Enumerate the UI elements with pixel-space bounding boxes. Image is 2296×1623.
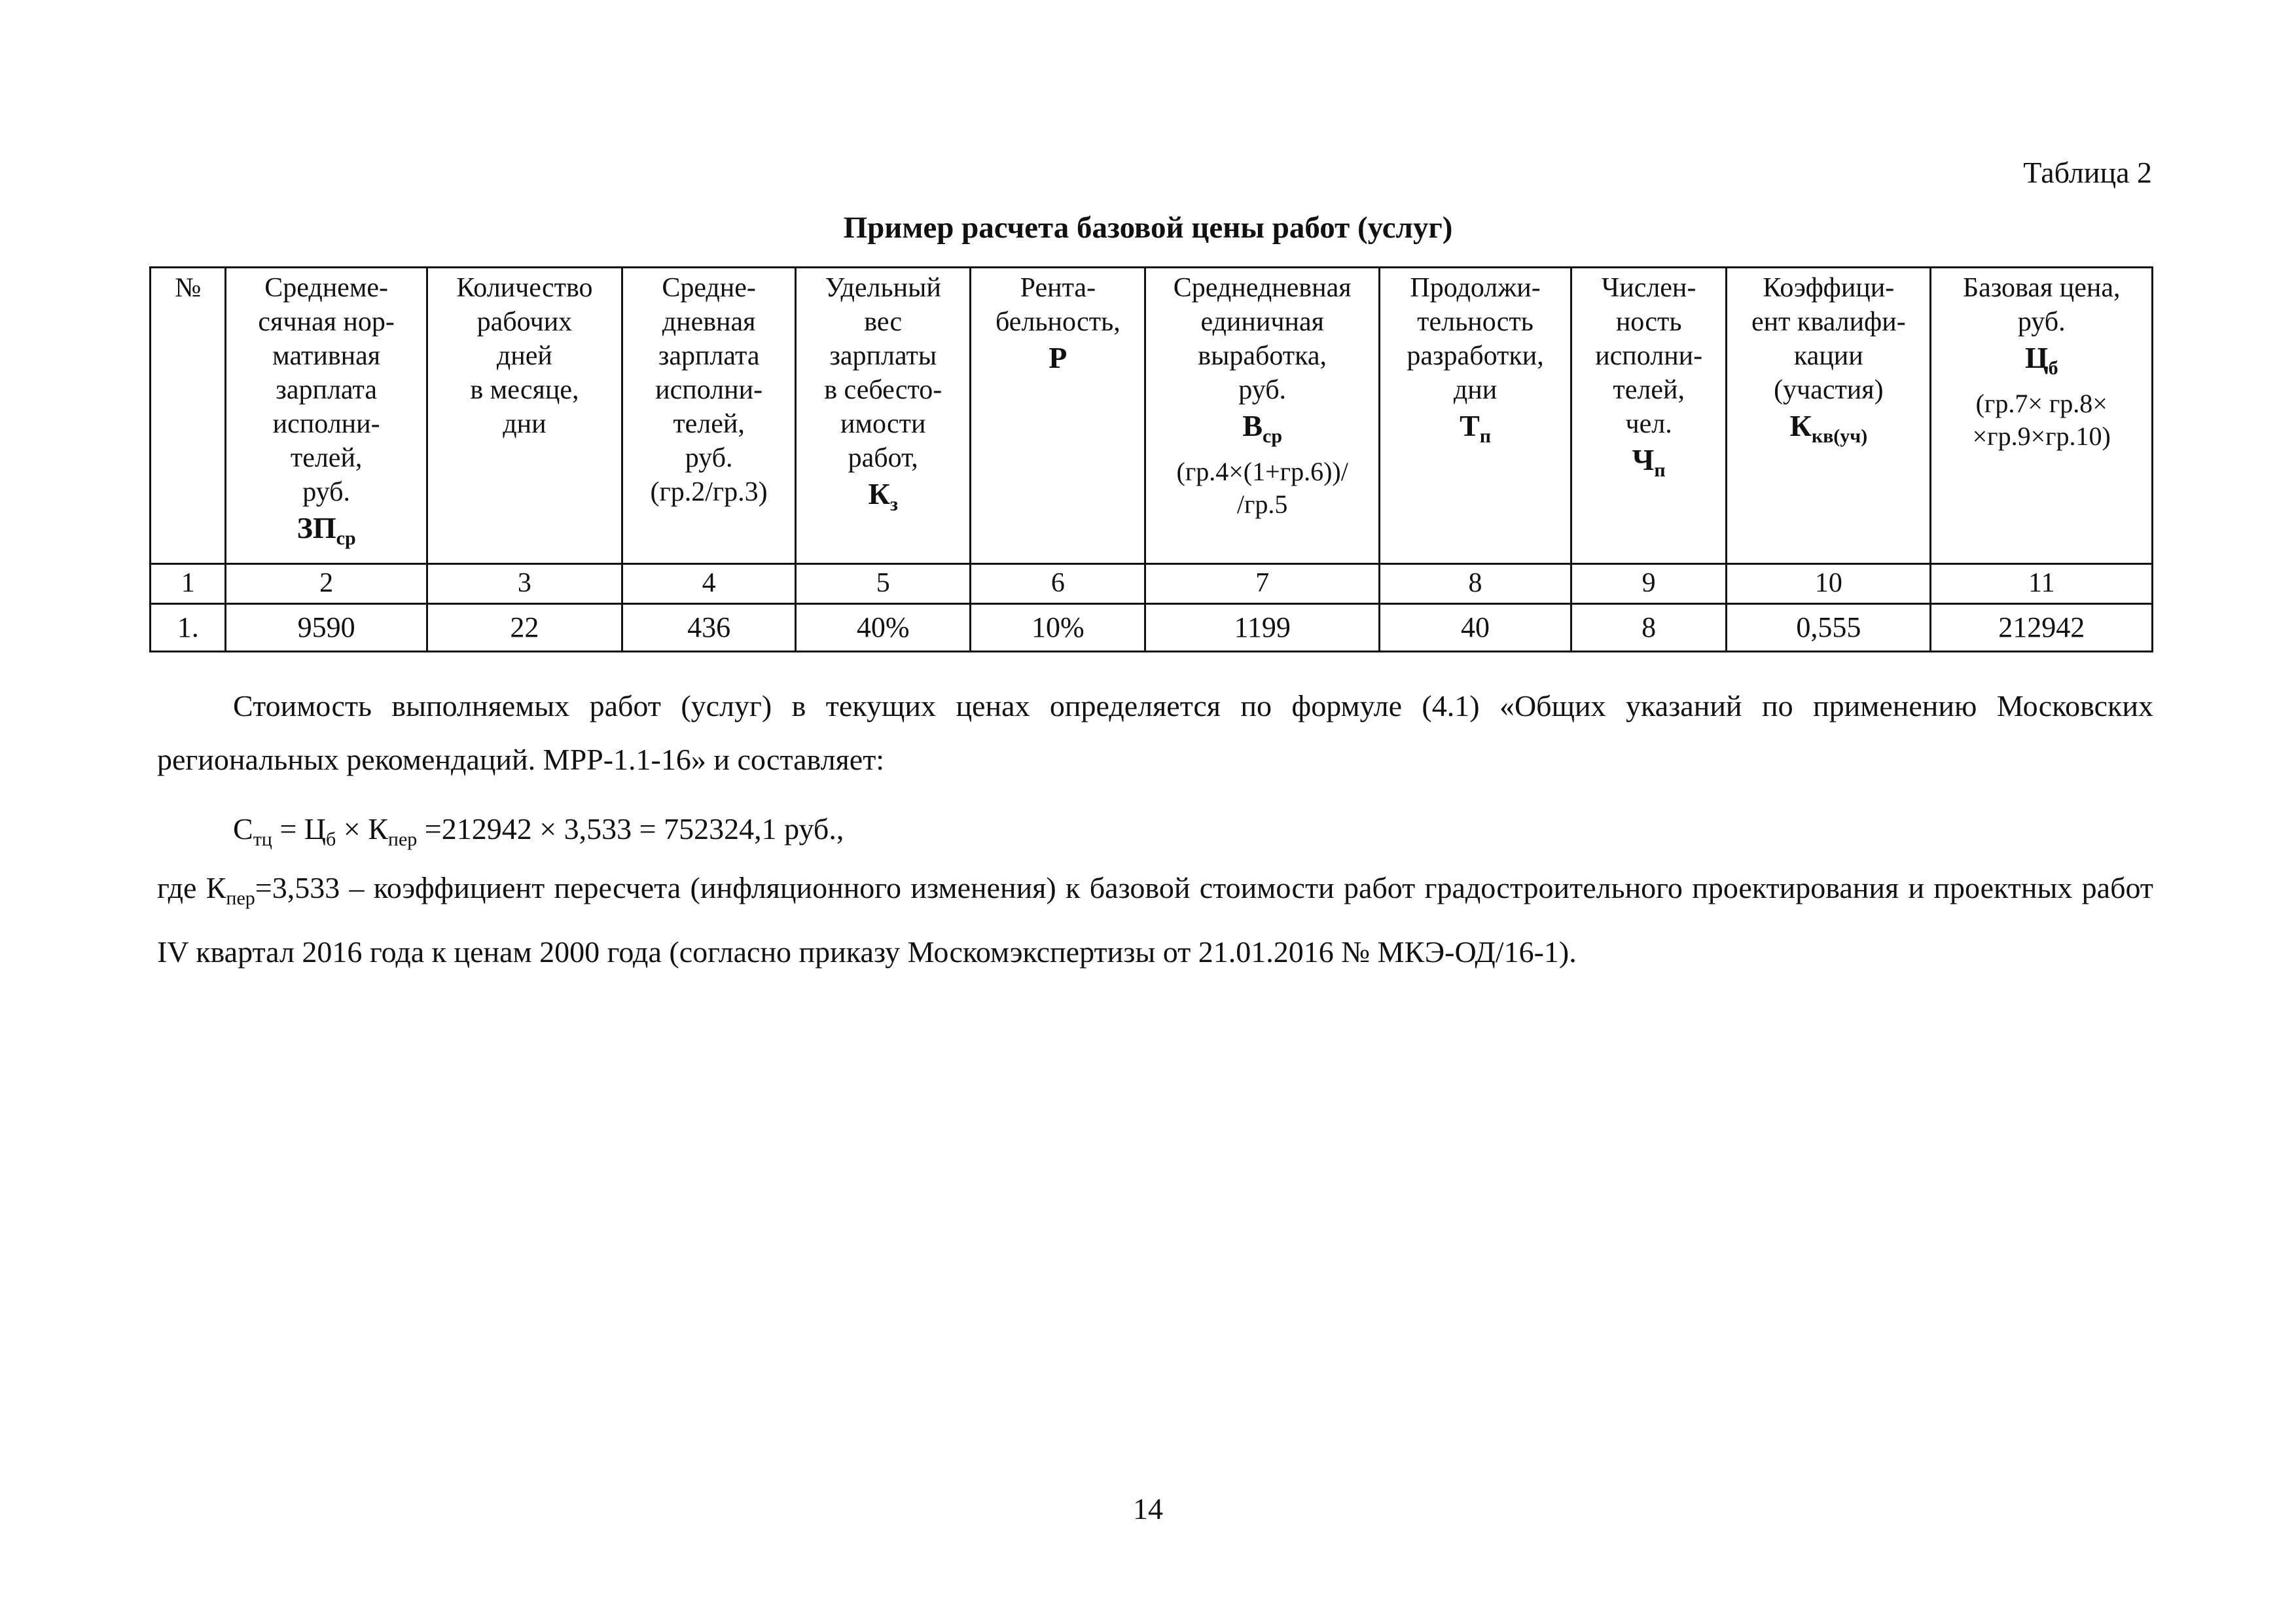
table-cell: 9590 bbox=[226, 604, 427, 652]
column-header-line: ент квалифи- bbox=[1751, 307, 1906, 337]
table-header-row bbox=[151, 268, 2153, 564]
table-label: Таблица 2 bbox=[2023, 156, 2152, 189]
column-header-line: зарплаты bbox=[829, 341, 937, 371]
column-number-cell: 4 bbox=[622, 564, 796, 604]
column-header-line: дни bbox=[1453, 375, 1498, 405]
column-symbol bbox=[1150, 407, 1374, 455]
column-header-line: Продолжи- bbox=[1410, 273, 1541, 303]
column-header-line: в себесто- bbox=[824, 375, 942, 405]
table-cell: 22 bbox=[427, 604, 622, 652]
column-header-line: Среднеме- bbox=[264, 273, 389, 303]
page-number: 14 bbox=[1133, 1492, 1163, 1525]
column-formula-line: ×гр.9×гр.10) bbox=[1972, 421, 2111, 451]
column-header-line: чел. bbox=[1625, 409, 1672, 439]
column-header-line: дни bbox=[503, 409, 547, 439]
paragraph-coefficient-note bbox=[157, 861, 2153, 979]
column-header-line: Числен- bbox=[1601, 273, 1696, 303]
column-header-11 bbox=[1931, 268, 2153, 564]
table-cell: 8 bbox=[1571, 604, 1727, 652]
column-symbol-subscript: кв(уч) bbox=[1811, 425, 1868, 447]
column-header-line: Количество bbox=[456, 273, 593, 303]
column-header-line: имости bbox=[840, 409, 926, 439]
column-header-line: дней bbox=[496, 341, 552, 371]
column-header-7 bbox=[1145, 268, 1380, 564]
column-header-line: телей, bbox=[290, 443, 363, 473]
column-formula-line: (гр.7× гр.8× bbox=[1975, 389, 2108, 418]
column-symbol-main: В bbox=[1242, 409, 1263, 442]
column-header-line: руб. bbox=[685, 443, 733, 473]
column-header-line: ность bbox=[1615, 307, 1682, 337]
column-header-6 bbox=[971, 268, 1145, 564]
column-header-line: вес bbox=[864, 307, 903, 337]
table-row bbox=[151, 604, 2153, 652]
column-header-line: Удельный bbox=[825, 273, 941, 303]
column-header-line: зарплата bbox=[658, 341, 760, 371]
column-header-8 bbox=[1379, 268, 1571, 564]
column-header-line: сячная нор- bbox=[258, 307, 395, 337]
column-number-cell: 11 bbox=[1931, 564, 2153, 604]
column-number-cell: 7 bbox=[1145, 564, 1380, 604]
column-header-5 bbox=[796, 268, 971, 564]
column-header-line: исполни- bbox=[655, 375, 763, 405]
column-header-line: кации bbox=[1793, 341, 1863, 371]
column-symbol bbox=[1576, 441, 1721, 490]
column-header-line: исполни- bbox=[272, 409, 380, 439]
column-header-line: рабочих bbox=[476, 307, 573, 337]
formula-c: С bbox=[233, 812, 253, 846]
formula-eq1: = Ц bbox=[272, 812, 327, 846]
column-header-line: исполни- bbox=[1595, 341, 1703, 371]
table-cell: 436 bbox=[622, 604, 796, 652]
table-cell: 1199 bbox=[1145, 604, 1380, 652]
column-header-line: (гр.2/гр.3) bbox=[650, 477, 768, 507]
column-symbol bbox=[1731, 407, 1926, 455]
column-header-4 bbox=[622, 268, 796, 564]
table-cell: 40 bbox=[1379, 604, 1571, 652]
column-header-10 bbox=[1727, 268, 1931, 564]
column-number-cell: 2 bbox=[226, 564, 427, 604]
note-k-sub: пер bbox=[226, 887, 255, 909]
column-header-line: (участия) bbox=[1774, 375, 1884, 405]
table-cell: 10% bbox=[971, 604, 1145, 652]
column-number-cell: 3 bbox=[427, 564, 622, 604]
price-calculation-table bbox=[149, 266, 2153, 652]
column-header-line: Средне- bbox=[662, 273, 756, 303]
table-cell: 40% bbox=[796, 604, 971, 652]
column-header-3 bbox=[427, 268, 622, 564]
formula-times-k: × К bbox=[336, 812, 388, 846]
column-header-line: дневная bbox=[662, 307, 756, 337]
column-number-cell: 10 bbox=[1727, 564, 1931, 604]
column-header-line: Базовая цена, bbox=[1962, 273, 2121, 303]
paragraph-cost-description: Стоимость выполняемых работ (услуг) в текущих ценах определяется по формуле (4.1) «Общих указаний по применению Московских региональных рекомендаций. МРР-1.1-16» и составляет: bbox=[157, 689, 2153, 776]
column-header-line: работ, bbox=[848, 443, 918, 473]
column-symbol-main: Ц bbox=[2024, 341, 2049, 374]
column-number-row bbox=[151, 564, 2153, 604]
column-symbol-subscript: п bbox=[1654, 459, 1666, 481]
column-header-9 bbox=[1571, 268, 1727, 564]
column-symbol bbox=[230, 509, 422, 558]
table-cell: 1. bbox=[151, 604, 226, 652]
column-symbol bbox=[975, 339, 1140, 377]
column-symbol-main: К bbox=[868, 477, 890, 510]
column-symbol bbox=[800, 475, 965, 524]
column-header-line: зарплата bbox=[276, 375, 377, 405]
column-symbol-main: К bbox=[1789, 409, 1812, 442]
column-symbol bbox=[1384, 407, 1566, 455]
column-symbol-subscript: ср bbox=[1263, 425, 1283, 447]
column-header-line: мативная bbox=[272, 341, 381, 371]
column-symbol-subscript: б bbox=[2048, 357, 2058, 379]
column-header-2 bbox=[226, 268, 427, 564]
column-header-line: Рента- bbox=[1020, 273, 1096, 303]
column-number-cell: 6 bbox=[971, 564, 1145, 604]
column-symbol-subscript: ср bbox=[336, 527, 356, 549]
column-header-1 bbox=[151, 268, 226, 564]
column-symbol-main: Р bbox=[1049, 341, 1067, 374]
column-symbol-main: ЗП bbox=[296, 511, 336, 544]
note-rest: =3,533 – коэффициент пересчета (инфляционного изменения) к базовой стоимости работ градостроительного проектирования и проектных работ IV квартал 2016 года к ценам 2000 года (согласно приказу Москомэкспертизы от 21.01.2016 № МКЭ-ОД/16-1). bbox=[157, 871, 2153, 969]
column-header-line: разработки, bbox=[1407, 341, 1544, 371]
table-cell: 212942 bbox=[1931, 604, 2153, 652]
column-formula-line: /гр.5 bbox=[1236, 490, 1288, 519]
column-number-cell: 5 bbox=[796, 564, 971, 604]
column-header-line: № bbox=[175, 273, 202, 303]
column-header-line: Среднедневная bbox=[1173, 273, 1352, 303]
column-header-line: тельность bbox=[1417, 307, 1534, 337]
column-header-line: Коэффици- bbox=[1763, 273, 1895, 303]
column-header-line: выработка, bbox=[1198, 341, 1327, 371]
table-cell: 0,555 bbox=[1727, 604, 1931, 652]
column-header-line: телей, bbox=[673, 409, 745, 439]
column-number-cell: 8 bbox=[1379, 564, 1571, 604]
column-number-cell: 1 bbox=[151, 564, 226, 604]
column-symbol bbox=[1935, 339, 2147, 387]
column-symbol-subscript: п bbox=[1479, 425, 1492, 447]
formula-tsb-sub: б bbox=[326, 829, 336, 850]
column-symbol-main: Ч bbox=[1632, 443, 1655, 476]
column-symbol-main: Т bbox=[1460, 409, 1480, 442]
cost-formula bbox=[233, 802, 2153, 866]
formula-c-sub: тц bbox=[253, 829, 272, 850]
column-header-line: руб. bbox=[2017, 307, 2066, 337]
formula-k-sub: пер bbox=[387, 829, 418, 850]
formula-rest: =212942 × 3,533 = 752324,1 руб., bbox=[417, 812, 844, 846]
column-header-line: руб. bbox=[1238, 375, 1287, 405]
column-header-line: бельность, bbox=[995, 307, 1121, 337]
column-header-line: руб. bbox=[302, 477, 351, 507]
column-formula-line: (гр.4×(1+гр.6))/ bbox=[1176, 457, 1348, 486]
column-header-line: телей, bbox=[1613, 375, 1685, 405]
column-header-line: единичная bbox=[1200, 307, 1324, 337]
column-symbol-subscript: з bbox=[889, 493, 898, 515]
note-start: где К bbox=[157, 871, 226, 904]
column-header-line: в месяце, bbox=[470, 375, 579, 405]
column-number-cell: 9 bbox=[1571, 564, 1727, 604]
table-title: Пример расчета базовой цены работ (услуг) bbox=[843, 211, 1453, 245]
